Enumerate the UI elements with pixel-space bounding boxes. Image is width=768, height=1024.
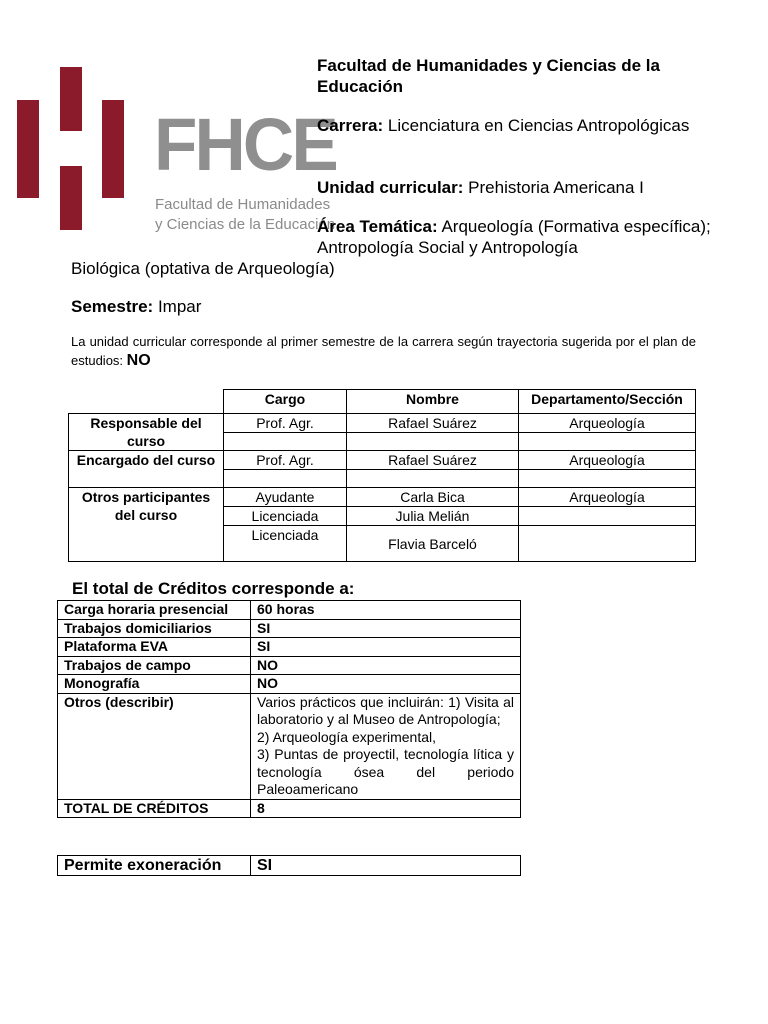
credit-value-carga: 60 horas bbox=[251, 601, 521, 620]
area-value: Arqueología (Formativa específica); Antropología Social y Antropología bbox=[317, 217, 711, 257]
table-row bbox=[58, 856, 521, 876]
responsable-cargo-2 bbox=[224, 433, 347, 451]
exoneracion-label: Permite exoneración bbox=[58, 856, 251, 876]
credit-value-campo: NO bbox=[251, 656, 521, 675]
primer-semestre-answer: NO bbox=[126, 352, 151, 369]
otros-nombre-1: Carla Bica bbox=[347, 488, 519, 507]
otros-depto-2 bbox=[519, 507, 696, 526]
encargado-cargo: Prof. Agr. bbox=[224, 451, 347, 470]
staff-header-nombre: Nombre bbox=[347, 390, 519, 414]
semestre-label: Semestre: bbox=[71, 297, 154, 316]
table-row bbox=[58, 656, 521, 675]
table-row bbox=[58, 693, 521, 799]
otros-depto-1: Arqueología bbox=[519, 488, 696, 507]
credit-label-eva: Plataforma EVA bbox=[58, 638, 251, 657]
credit-label-campo: Trabajos de campo bbox=[58, 656, 251, 675]
staff-header-row bbox=[69, 390, 696, 414]
table-row bbox=[58, 799, 521, 818]
responsable-cargo: Prof. Agr. bbox=[224, 414, 347, 433]
unidad-value: Prehistoria Americana I bbox=[468, 178, 644, 197]
staff-header-cargo: Cargo bbox=[224, 390, 347, 414]
table-row bbox=[58, 675, 521, 694]
table-row bbox=[58, 601, 521, 620]
unidad-field bbox=[317, 177, 737, 198]
carrera-value: Licenciatura en Ciencias Antropológicas bbox=[387, 116, 690, 135]
table-row bbox=[69, 488, 696, 507]
carrera-field bbox=[317, 115, 717, 136]
credit-label-monografia: Monografía bbox=[58, 675, 251, 694]
credit-value-otros bbox=[251, 693, 521, 799]
encargado-label: Encargado del curso bbox=[69, 451, 224, 488]
credit-label-carga: Carga horaria presencial bbox=[58, 601, 251, 620]
staff-table bbox=[68, 389, 696, 562]
credit-value-total: 8 bbox=[251, 799, 521, 818]
responsable-nombre-2 bbox=[347, 433, 519, 451]
logo-wordmark: FHCE bbox=[154, 103, 336, 186]
otros-depto-3 bbox=[519, 526, 696, 562]
credits-table bbox=[57, 600, 521, 818]
otros-cargo-3: Licenciada bbox=[224, 526, 347, 562]
logo-bar-right bbox=[102, 100, 124, 198]
otros-nombre-2: Julia Melián bbox=[347, 507, 519, 526]
otros-cargo-1: Ayudante bbox=[224, 488, 347, 507]
logo-subtitle-line1: Facultad de Humanidades bbox=[155, 196, 331, 213]
area-label: Área Temática: bbox=[317, 217, 438, 236]
area-field bbox=[317, 216, 717, 258]
creditos-title: El total de Créditos corresponde a: bbox=[72, 579, 355, 598]
credit-label-otros: Otros (describir) bbox=[58, 693, 251, 799]
encargado-cargo-2 bbox=[224, 470, 347, 488]
credit-value-eva: SI bbox=[251, 638, 521, 657]
primer-semestre-statement bbox=[71, 332, 696, 370]
logo-bar-center-top bbox=[60, 67, 82, 131]
credit-value-monografia: NO bbox=[251, 675, 521, 694]
otros-cargo-2: Licenciada bbox=[224, 507, 347, 526]
responsable-nombre: Rafael Suárez bbox=[347, 414, 519, 433]
fhce-logo bbox=[14, 62, 336, 238]
otros-line-3: 3) Puntas de proyectil, tecnología lítica y tecnología ósea del periodo Paleoamericano bbox=[257, 746, 514, 797]
otros-nombre-3: Flavia Barceló bbox=[347, 526, 519, 562]
logo-bar-center-bottom bbox=[60, 166, 82, 230]
staff-header-empty bbox=[69, 390, 224, 414]
encargado-nombre: Rafael Suárez bbox=[347, 451, 519, 470]
responsable-label: Responsable del curso bbox=[69, 414, 224, 451]
otros-label: Otros participantes del curso bbox=[69, 488, 224, 562]
faculty-title: Facultad de Humanidades y Ciencias de la Educación bbox=[317, 56, 660, 96]
exoneracion-table bbox=[57, 855, 521, 876]
encargado-depto: Arqueología bbox=[519, 451, 696, 470]
logo-subtitle-line2: y Ciencias de la Educación bbox=[155, 216, 336, 233]
semestre-field bbox=[71, 296, 201, 317]
exoneracion-value: SI bbox=[251, 856, 521, 876]
encargado-depto-2 bbox=[519, 470, 696, 488]
credit-label-total: TOTAL DE CRÉDITOS bbox=[58, 799, 251, 818]
table-row bbox=[58, 619, 521, 638]
otros-line-2: 2) Arqueología experimental, bbox=[257, 728, 436, 745]
credit-label-domiciliarios: Trabajos domiciliarios bbox=[58, 619, 251, 638]
responsable-depto-2 bbox=[519, 433, 696, 451]
responsable-depto: Arqueología bbox=[519, 414, 696, 433]
staff-header-depto: Departamento/Sección bbox=[519, 390, 696, 414]
table-row bbox=[58, 638, 521, 657]
primer-semestre-text: La unidad curricular corresponde al primer semestre de la carrera según trayectoria sugerida por el plan de estudios: bbox=[71, 334, 696, 368]
carrera-label: Carrera: bbox=[317, 116, 384, 135]
credit-value-domiciliarios: SI bbox=[251, 619, 521, 638]
semestre-value: Impar bbox=[157, 297, 202, 316]
area-value-continued: Biológica (optativa de Arqueología) bbox=[71, 259, 335, 278]
unidad-label: Unidad curricular: bbox=[317, 178, 464, 197]
otros-line-1: Varios prácticos que incluirán: 1) Visita al laboratorio y al Museo de Antropología; bbox=[257, 693, 514, 727]
table-row bbox=[69, 451, 696, 470]
encargado-nombre-2 bbox=[347, 470, 519, 488]
table-row bbox=[69, 414, 696, 433]
logo-bar-left bbox=[17, 100, 39, 198]
